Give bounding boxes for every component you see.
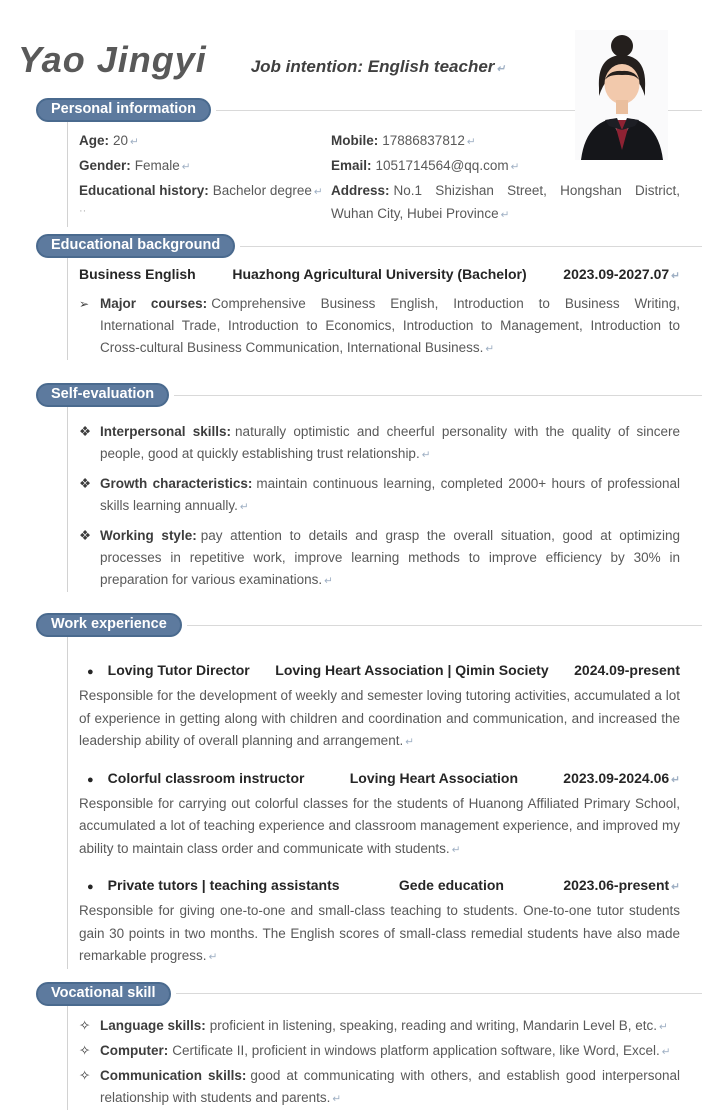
education-dates — [563, 265, 680, 286]
personal-left-column — [79, 129, 331, 227]
self-evaluation-item-text — [100, 525, 680, 592]
return-mark: ↵ — [659, 1020, 668, 1033]
item-value: Certificate II, proficient in windows platform application software, like Word, Excel. — [172, 1042, 660, 1058]
field-value: 1051714564@qq.com — [375, 158, 509, 173]
item-value: naturally optimistic and cheerful personality with the quality of sincere people, good at quickly establishing trust relationship. — [100, 424, 680, 461]
work-description-text: Responsible for the development of weekly and semester loving tutoring activities, accumulated a lot of experience in getting along with children and coordination and communication, and increased the leadership ability of overall planning and arrangement. — [79, 688, 680, 748]
work-item-head — [79, 661, 680, 682]
return-mark: ↵ — [671, 270, 680, 282]
section-rule — [176, 993, 703, 994]
work-dates — [563, 876, 680, 897]
section-vocational-skill — [36, 982, 680, 1110]
return-mark: ↵ — [510, 161, 520, 173]
self-evaluation-item — [79, 525, 680, 592]
education-school: Huazhong Agricultural University (Bachelor) — [232, 266, 527, 282]
work-description — [79, 900, 680, 969]
return-mark: ↵ — [324, 575, 333, 587]
skill-item — [79, 1040, 680, 1063]
arrow-bullet-icon: ➢ — [79, 297, 90, 311]
job-intention-text: Job intention: English teacher — [250, 57, 495, 76]
work-organization: Loving Heart Association | Qimin Society — [275, 662, 549, 678]
sparkle-bullet-icon: ✧ — [79, 1017, 91, 1033]
work-item — [79, 661, 680, 754]
education-courses-text — [100, 293, 680, 360]
work-item-head — [79, 769, 680, 790]
return-mark: ↵ — [332, 1092, 342, 1105]
work-description-text: Responsible for giving one-to-one and small-class teaching to students. One-to-one tutor students gain 30 points in two months. The English scores of small-class remedial students have also made remarkable progress. — [79, 903, 680, 963]
skill-item — [79, 1015, 680, 1038]
work-dates-text: 2023.09-2024.06 — [563, 769, 670, 786]
self-evaluation-body — [67, 407, 680, 592]
return-mark: ↵ — [313, 186, 323, 198]
work-role-text: Colorful classroom instructor — [107, 769, 305, 786]
self-evaluation-item-text — [100, 473, 680, 518]
field-label: Email: — [331, 158, 372, 173]
job-intention — [251, 57, 506, 77]
field-gender — [79, 154, 331, 179]
field-age — [79, 129, 331, 154]
field-value: 20 — [113, 133, 129, 148]
vocational-skill-badge: Vocational skill — [36, 982, 171, 1006]
skill-item-text — [100, 1015, 680, 1038]
work-role — [79, 876, 340, 897]
section-rule — [174, 395, 702, 396]
section-rule — [187, 625, 702, 626]
item-value: proficient in listening, speaking, reading and writing, Mandarin Level B, etc. — [209, 1017, 658, 1033]
item-label: Communication skills: — [100, 1067, 247, 1083]
field-label: Address: — [331, 183, 390, 198]
field-label: Mobile: — [331, 133, 379, 148]
sparkle-bullet-icon: ✧ — [79, 1067, 91, 1083]
self-evaluation-item — [79, 421, 680, 466]
self-evaluation-section-head — [36, 383, 702, 407]
education-courses-row — [79, 293, 680, 360]
education-degree-line — [79, 265, 680, 286]
item-value: maintain continuous learning, completed 2000+ hours of professional skills learning annually. — [100, 476, 680, 513]
education-body — [67, 258, 680, 360]
courses-value: Comprehensive Business English, Introduction to Business Writing, International Trade, Introduction to Economics, Introduction to Management, Introduction to Cross-cultural Business Communication, International Business. — [100, 296, 681, 355]
circle-bullet-icon: ● — [87, 773, 94, 786]
return-mark: ↵ — [181, 161, 191, 173]
return-mark: ↵ — [466, 136, 476, 148]
work-role-text: Private tutors | teaching assistants — [107, 877, 340, 893]
return-mark: ↵ — [671, 773, 680, 786]
return-mark: ↵ — [239, 501, 249, 513]
self-evaluation-badge: Self-evaluation — [36, 383, 169, 407]
work-dates — [563, 769, 680, 790]
section-educational-background — [36, 234, 680, 360]
work-description — [79, 793, 680, 862]
item-label: Growth characteristics: — [100, 476, 253, 491]
diamond-bullet-icon: ❖ — [79, 528, 92, 543]
field-value: No.1 Shizishan Street, Hongshan District, Wuhan City, Hubei Province — [331, 183, 680, 221]
return-mark: ↵ — [661, 1045, 671, 1058]
self-evaluation-item-text — [100, 421, 680, 466]
section-rule — [240, 246, 702, 247]
work-section-head — [36, 613, 702, 637]
skill-item — [79, 1065, 680, 1110]
circle-bullet-icon: ● — [87, 666, 94, 678]
return-mark: ↵ — [500, 209, 510, 221]
field-value: 17886837812 — [382, 133, 465, 148]
item-label: Working style: — [100, 528, 197, 543]
field-value: Bachelor degree — [212, 183, 312, 198]
field-label: Educational history: — [79, 183, 209, 198]
work-description — [79, 685, 680, 754]
circle-bullet-icon: ● — [87, 881, 94, 893]
work-experience-badge: Work experience — [36, 613, 182, 637]
section-self-evaluation — [36, 383, 680, 592]
education-section-head — [36, 234, 702, 258]
return-mark: ↵ — [496, 63, 506, 75]
work-item — [79, 769, 680, 862]
vocational-body — [67, 1006, 680, 1110]
work-role — [79, 769, 304, 790]
item-label: Interpersonal skills: — [100, 424, 232, 439]
item-label: Computer: — [100, 1042, 169, 1058]
field-address — [331, 179, 680, 227]
return-mark: ↵ — [405, 736, 415, 748]
return-mark: ↵ — [421, 449, 431, 461]
section-work-experience — [36, 613, 680, 969]
skill-item-text — [100, 1040, 680, 1063]
field-label: Gender: — [79, 158, 131, 173]
vocational-section-head — [36, 982, 702, 1006]
courses-label: Major courses: — [100, 296, 208, 311]
item-value: good at communicating with others, and establish good interpersonal relationship with students and parents. — [100, 1067, 680, 1105]
education-major: Business English — [79, 266, 196, 282]
diamond-bullet-icon: ❖ — [79, 424, 92, 439]
self-evaluation-item — [79, 473, 680, 518]
item-value: pay attention to details and grasp the overall situation, good at optimizing processes in repetitive work, improve learning methods to improve efficiency by 30% in preparation for various examinations. — [100, 528, 680, 587]
return-mark: ↵ — [208, 951, 218, 963]
personal-information-badge: Personal information — [36, 98, 211, 122]
diamond-bullet-icon: ❖ — [79, 476, 92, 491]
educational-background-badge: Educational background — [36, 234, 235, 258]
return-mark: ↵ — [130, 136, 139, 148]
portrait-photo — [575, 30, 668, 160]
work-role-text: Loving Tutor Director — [107, 662, 250, 678]
work-role — [79, 661, 250, 682]
work-organization: Loving Heart Association — [349, 769, 519, 786]
work-body — [67, 637, 680, 969]
work-description-text: Responsible for carrying out colorful classes for the students of Huanong Affiliated Primary School, accumulated a lot of teaching experience and classroom management experience, and improved my ability to maintain class order and communicate with students. — [79, 795, 680, 856]
field-educational-history — [79, 179, 331, 204]
work-item-head — [79, 876, 680, 897]
work-dates: 2024.09-present — [574, 662, 680, 678]
stray-marks: ·· — [79, 205, 87, 217]
item-label: Language skills: — [100, 1017, 206, 1033]
education-dates-text: 2023.09-2027.07 — [563, 266, 670, 282]
return-mark: ↵ — [671, 881, 680, 893]
work-organization: Gede education — [398, 877, 504, 893]
return-mark: ↵ — [451, 843, 461, 856]
work-item — [79, 876, 680, 969]
sparkle-bullet-icon: ✧ — [79, 1042, 91, 1058]
field-value: Female — [134, 158, 180, 173]
work-dates-text: 2023.06-present — [563, 877, 670, 893]
field-label: Age: — [79, 133, 109, 148]
candidate-name: Yao Jingyi — [18, 39, 207, 80]
skill-item-text — [100, 1065, 680, 1110]
return-mark: ↵ — [485, 343, 495, 355]
